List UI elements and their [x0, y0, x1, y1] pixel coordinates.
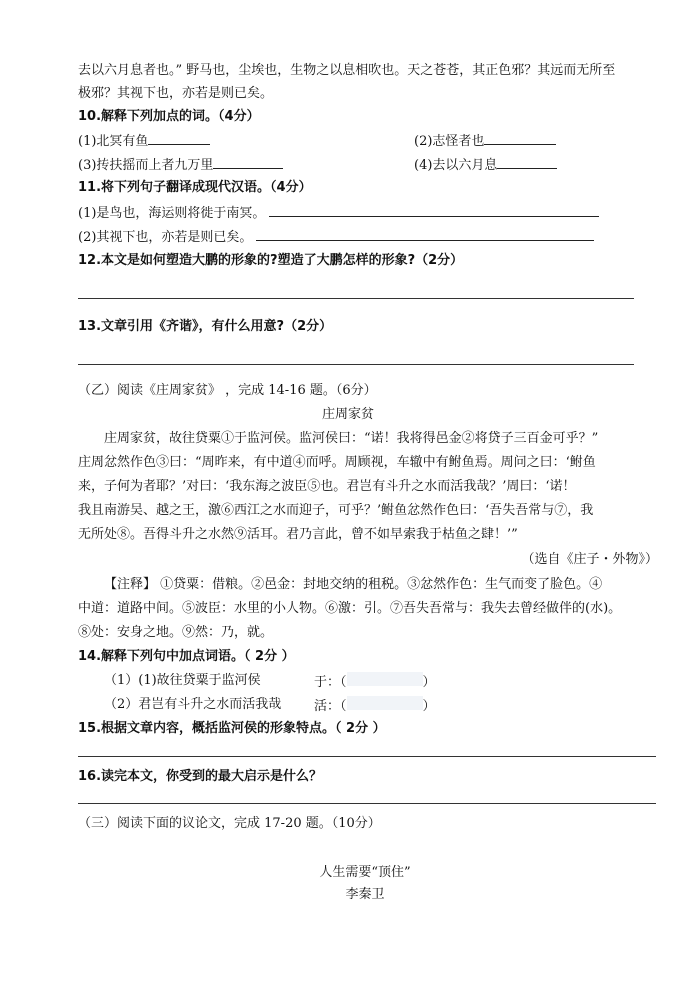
passage-line: 庄周忿然作色③曰：“周昨来，有中道④而呼。周顾视，车辙中有鲋鱼焉。周问之曰：‘鲋鱼: [78, 455, 596, 470]
answer-blank[interactable]: [484, 132, 556, 145]
question-13-title: 13.文章引用《齐谐》，有什么用意?（2分）: [78, 319, 333, 334]
question-12-title: 12.本文是如何塑造大鹏的形象的?塑造了大鹏怎样的形象?（2分）: [78, 253, 464, 268]
answer-box[interactable]: [347, 672, 423, 686]
q14-item-1-close: ）: [422, 675, 436, 690]
answer-blank[interactable]: [148, 132, 210, 145]
passage-line: 去以六月息者也。” 野马也，尘埃也，生物之以息相吹也。天之苍苍，其正色邪？其远而无所至: [78, 63, 616, 78]
q10-item-3: [78, 156, 283, 175]
q10-item-4: [414, 156, 557, 175]
notes-line: 【注释】 ①贷粟：借粮。②邑金：封地交纳的租税。③忿然作色：生气而变了脸色。④: [104, 577, 603, 592]
passage-line: 我且南游吴、越之王，激⑥西江之水而迎子，可乎？’鲋鱼忿然作色曰：‘吾失吾常与⑦，我: [78, 503, 594, 518]
q14-item-1-answer: [314, 672, 436, 692]
answer-line[interactable]: [78, 803, 656, 804]
q14-item-2-answer: [314, 696, 436, 716]
q14-item-2-close: ）: [422, 699, 436, 714]
q14-item-2-sentence: （2）君岂有斗升之水而活我哉: [104, 697, 282, 712]
passage-line: 来，子何为者耶？’对曰：‘我东海之波臣⑤也。君岂有斗升之水而活我哉？’周曰：‘诺！: [78, 479, 576, 494]
answer-line[interactable]: [78, 364, 634, 365]
q11-item-2-text: (2)其视下也，亦若是则已矣。: [78, 230, 253, 245]
answer-box[interactable]: [347, 696, 423, 710]
passage-line: 庄周家贫，故往贷粟①于监河侯。监河侯曰：“诺！我将得邑金②将贷子三百金可乎？”: [104, 431, 599, 446]
q10-item-2-text: (2)志怪者也: [414, 134, 485, 149]
q10-item-1-text: (1)北冥有鱼: [78, 134, 149, 149]
notes-line: ⑧处：安身之地。⑨然：乃，就。: [78, 625, 274, 640]
essay-author: 李秦卫: [345, 887, 385, 902]
question-11-title: 11.将下列句子翻译成现代汉语。（4分）: [78, 180, 312, 195]
q14-item-1-sentence: （1）(1)故往贷粟于监河侯: [104, 673, 261, 688]
passage-title: 庄周家贫: [321, 407, 374, 422]
q10-item-1: [78, 132, 210, 151]
passage-source: （选自《庄子・外物》）: [521, 552, 658, 567]
q10-item-3-text: (3)抟扶摇而上者九万里: [78, 158, 214, 173]
question-14-title: 14.解释下列句中加点词语。（ 2分 ）: [78, 649, 295, 664]
answer-blank[interactable]: [256, 228, 594, 241]
essay-title: 人生需要“顶住”: [319, 865, 411, 880]
q10-item-2: [414, 132, 556, 151]
question-16-title: 16.读完本文，你受到的最大启示是什么？: [78, 769, 323, 784]
answer-line[interactable]: [78, 298, 634, 299]
answer-blank[interactable]: [213, 156, 283, 169]
question-10-title: 10.解释下列加点的词。（4分）: [78, 109, 260, 124]
question-15-title: 15.根据文章内容，概括监河侯的形象特点。（ 2分 ）: [78, 721, 386, 736]
q14-item-2-word: 活：（: [314, 699, 347, 714]
q14-item-1-word: 于：（: [314, 675, 347, 690]
q11-item-1: [78, 204, 599, 223]
q11-item-2: [78, 228, 594, 247]
answer-line[interactable]: [78, 756, 656, 757]
part-b-intro: （乙）阅读《庄周家贫》 ，完成 14-16 题。（6分）: [78, 383, 377, 398]
answer-blank[interactable]: [497, 156, 557, 169]
q10-item-4-text: (4)去以六月息: [414, 158, 498, 173]
notes-line: 中道：道路中间。⑤波臣：水里的小人物。⑥激：引。⑦吾失吾常与：我失去曾经做伴的(水)。: [78, 601, 622, 616]
part-c-intro: （三）阅读下面的议论文，完成 17-20 题。（10分）: [78, 816, 381, 831]
answer-blank[interactable]: [269, 204, 599, 217]
passage-line: 无所处⑧。吾得斗升之水然⑨活耳。君乃言此，曾不如早索我于枯鱼之肆！’”: [78, 527, 518, 542]
q11-item-1-text: (1)是鸟也，海运则将徙于南冥。: [78, 206, 266, 221]
passage-line: 极邪？其视下也，亦若是则已矣。: [78, 86, 274, 101]
